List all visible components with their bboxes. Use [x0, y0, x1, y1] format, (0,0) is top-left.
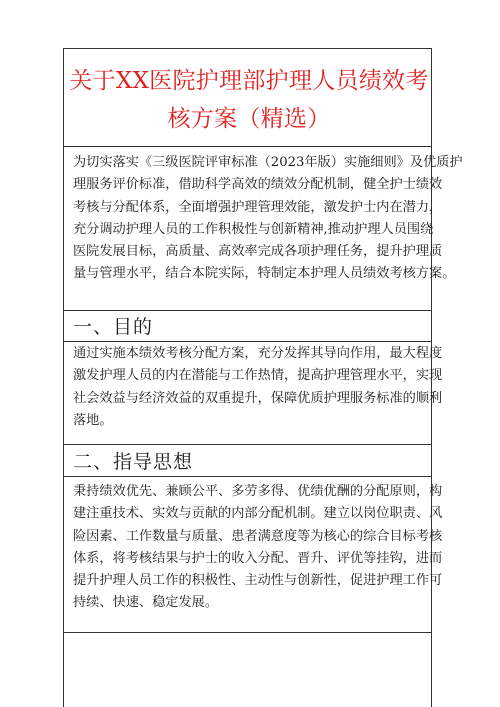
intro-line: 充分调动护理人员的工作积极性与创新精神,推动护理人员围绕: [73, 221, 434, 237]
section-divider: [63, 341, 432, 342]
purpose-line: 落地。: [73, 412, 113, 428]
section-heading-guiding-ideology: 二、指导思想: [73, 451, 194, 473]
intro-line: 为切实落实《三级医院评审标准（2023年版）实施细则》及优质护: [73, 155, 463, 170]
title-divider: [63, 146, 432, 147]
guiding-line: 建注重技术、实效与贡献的内部分配机制。建立以岗位职责、风: [73, 506, 443, 522]
section-heading-purpose: 一、目的: [73, 316, 154, 338]
document-title: [68, 62, 430, 138]
purpose-paragraph: [73, 343, 443, 432]
section-divider: [63, 444, 432, 445]
section-divider: [63, 310, 432, 311]
section-divider: [63, 632, 432, 633]
title-line-2: 核方案（精选）: [167, 106, 331, 132]
intro-line: 医院发展目标，高质量、高效率完成各项护理任务，提升护理质: [73, 244, 443, 260]
intro-line: 理服务评价标准，借助科学高效的绩效分配机制，健全护士绩效: [73, 177, 443, 193]
purpose-line: 通过实施本绩效考核分配方案，充分发挥其导向作用，最大程度: [73, 346, 443, 361]
intro-line: 考核与分配体系，全面增强护理管理效能，激发护士内在潜力，: [73, 199, 443, 215]
guiding-line: 持续、快速、稳定发展。: [73, 595, 219, 611]
title-line-1: 关于XX医院护理部护理人员绩效考: [69, 68, 429, 94]
intro-paragraph: [73, 152, 463, 286]
purpose-line: 激发护理人员的内在潜能与工作热情，提高护理管理水平，实现: [73, 368, 443, 384]
guiding-line: 体系，将考核结果与护士的收入分配、晋升、评优等挂钩，进而: [73, 550, 443, 566]
guiding-paragraph: [73, 481, 443, 615]
section-divider: [63, 476, 432, 477]
guiding-line: 秉持绩效优先、兼顾公平、多劳多得、优绩优酬的分配原则，构: [73, 484, 443, 499]
intro-line: 量与管理水平，结合本院实际，特制定本护理人员绩效考核方案。: [73, 266, 456, 282]
guiding-line: 险因素、工作数量与质量、患者满意度等为核心的综合目标考核: [73, 528, 443, 544]
guiding-line: 提升护理人员工作的积极性、主动性与创新性，促进护理工作可: [73, 573, 443, 589]
purpose-line: 社会效益与经济效益的双重提升，保障优质护理服务标准的顺利: [73, 390, 443, 406]
